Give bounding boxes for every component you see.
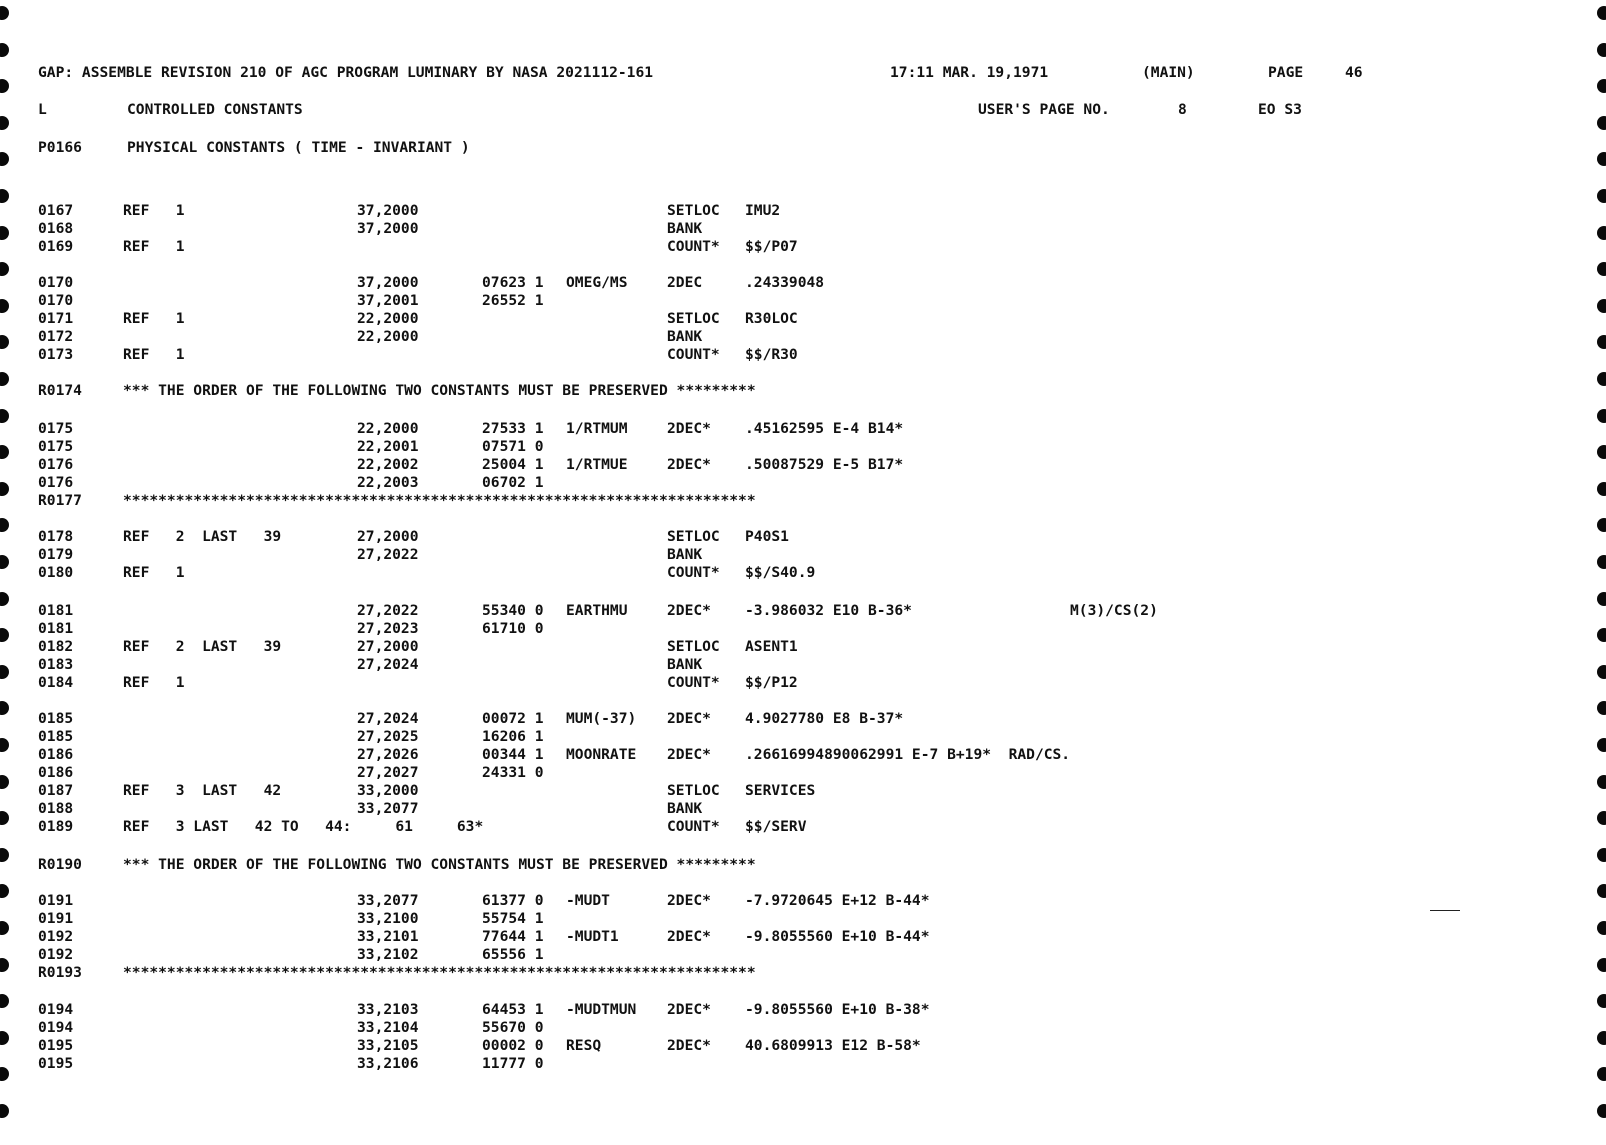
listing-seq: R0190 bbox=[38, 856, 82, 873]
feed-hole bbox=[1597, 6, 1606, 20]
feed-hole bbox=[0, 6, 9, 20]
feed-hole bbox=[1597, 811, 1606, 825]
listing-opcode: COUNT* bbox=[667, 238, 720, 255]
section-code: L bbox=[38, 101, 47, 118]
feed-hole bbox=[0, 482, 9, 496]
listing-seq: 0192 bbox=[38, 946, 74, 963]
listing-seq: 0194 bbox=[38, 1001, 74, 1018]
listing-ref: REF 1 bbox=[123, 346, 185, 363]
feed-hole bbox=[0, 445, 9, 459]
listing-opcode: SETLOC bbox=[667, 638, 720, 655]
feed-hole bbox=[1597, 958, 1606, 972]
listing-location: 27,2023 bbox=[357, 620, 419, 637]
listing-seq: 0187 bbox=[38, 782, 74, 799]
listing-operand: $$/S40.9 bbox=[745, 564, 816, 581]
listing-label: 1/RTMUM bbox=[566, 420, 628, 437]
listing-remark: *** THE ORDER OF THE FOLLOWING TWO CONSTANTS MUST BE PRESERVED ********* bbox=[123, 856, 756, 873]
listing-seq: 0189 bbox=[38, 818, 74, 835]
feed-hole bbox=[1597, 409, 1606, 423]
listing-octal: 55754 1 bbox=[482, 910, 544, 927]
listing-label: 1/RTMUE bbox=[566, 456, 628, 473]
feed-hole bbox=[1597, 1031, 1606, 1045]
listing-opcode: 2DEC* bbox=[667, 746, 711, 763]
feed-hole bbox=[1597, 299, 1606, 313]
feed-hole bbox=[1597, 701, 1606, 715]
section-title: CONTROLLED CONSTANTS bbox=[127, 101, 303, 118]
listing-octal: 16206 1 bbox=[482, 728, 544, 745]
listing-location: 27,2024 bbox=[357, 710, 419, 727]
listing-ref: REF 1 bbox=[123, 202, 185, 219]
listing-seq: 0179 bbox=[38, 546, 74, 563]
listing-seq: 0195 bbox=[38, 1037, 74, 1054]
subsection-seq: P0166 bbox=[38, 139, 82, 156]
feed-hole bbox=[1597, 152, 1606, 166]
listing-location: 22,2000 bbox=[357, 328, 419, 345]
listing-octal: 07571 0 bbox=[482, 438, 544, 455]
feed-hole bbox=[1597, 262, 1606, 276]
stray-mark bbox=[1430, 910, 1460, 911]
listing-octal: 00344 1 bbox=[482, 746, 544, 763]
listing-operand: $$/P12 bbox=[745, 674, 798, 691]
listing-operand: -9.8055560 E+10 B-38* bbox=[745, 1001, 930, 1018]
feed-hole bbox=[1597, 226, 1606, 240]
listing-octal: 26552 1 bbox=[482, 292, 544, 309]
listing-location: 37,2000 bbox=[357, 220, 419, 237]
listing-location: 33,2103 bbox=[357, 1001, 419, 1018]
listing-location: 22,2000 bbox=[357, 310, 419, 327]
feed-hole bbox=[0, 262, 9, 276]
listing-ref: REF 1 bbox=[123, 238, 185, 255]
feed-hole bbox=[0, 994, 9, 1008]
listing-opcode: 2DEC* bbox=[667, 456, 711, 473]
listing-ref: REF 1 bbox=[123, 564, 185, 581]
listing-opcode: SETLOC bbox=[667, 528, 720, 545]
feed-hole bbox=[0, 958, 9, 972]
feed-hole bbox=[1597, 445, 1606, 459]
listing-label: MUM(-37) bbox=[566, 710, 637, 727]
feed-hole bbox=[1597, 189, 1606, 203]
feed-hole bbox=[1597, 738, 1606, 752]
users-page-number: 8 bbox=[1178, 101, 1187, 118]
eo-label: EO S3 bbox=[1258, 101, 1302, 118]
users-page-label: USER'S PAGE NO. bbox=[978, 101, 1110, 118]
feed-hole bbox=[1597, 665, 1606, 679]
feed-hole bbox=[0, 665, 9, 679]
listing-seq: 0176 bbox=[38, 456, 74, 473]
listing-ref: REF 1 bbox=[123, 674, 185, 691]
listing-seq: 0170 bbox=[38, 274, 74, 291]
feed-hole bbox=[1597, 592, 1606, 606]
listing-octal: 65556 1 bbox=[482, 946, 544, 963]
listing-seq: 0176 bbox=[38, 474, 74, 491]
listing-operand: .45162595 E-4 B14* bbox=[745, 420, 904, 437]
feed-hole bbox=[0, 811, 9, 825]
listing-operand: -9.8055560 E+10 B-44* bbox=[745, 928, 930, 945]
feed-hole bbox=[1597, 372, 1606, 386]
listing-location: 33,2104 bbox=[357, 1019, 419, 1036]
listing-opcode: BANK bbox=[667, 800, 703, 817]
feed-hole bbox=[0, 409, 9, 423]
listing-operand: ASENT1 bbox=[745, 638, 798, 655]
listing-operand: 4.9027780 E8 B-37* bbox=[745, 710, 904, 727]
listing-octal: 64453 1 bbox=[482, 1001, 544, 1018]
feed-hole bbox=[1597, 116, 1606, 130]
listing-seq: R0174 bbox=[38, 382, 82, 399]
listing-opcode: COUNT* bbox=[667, 674, 720, 691]
listing-opcode: COUNT* bbox=[667, 346, 720, 363]
listing-seq: 0192 bbox=[38, 928, 74, 945]
listing-operand: R30LOC bbox=[745, 310, 798, 327]
listing-opcode: 2DEC* bbox=[667, 710, 711, 727]
listing-octal: 77644 1 bbox=[482, 928, 544, 945]
feed-hole bbox=[0, 848, 9, 862]
listing-location: 33,2105 bbox=[357, 1037, 419, 1054]
listing-operand: IMU2 bbox=[745, 202, 781, 219]
listing-seq: 0172 bbox=[38, 328, 74, 345]
listing-seq: 0181 bbox=[38, 602, 74, 619]
listing-seq: 0191 bbox=[38, 892, 74, 909]
feed-hole bbox=[0, 226, 9, 240]
listing-seq: 0191 bbox=[38, 910, 74, 927]
listing-location: 33,2100 bbox=[357, 910, 419, 927]
listing-octal: 27533 1 bbox=[482, 420, 544, 437]
listing-octal: 55670 0 bbox=[482, 1019, 544, 1036]
listing-label: EARTHMU bbox=[566, 602, 628, 619]
page-label: PAGE bbox=[1268, 64, 1304, 81]
feed-hole bbox=[1597, 884, 1606, 898]
feed-hole bbox=[0, 1104, 9, 1118]
listing-label: MOONRATE bbox=[566, 746, 637, 763]
listing-location: 22,2003 bbox=[357, 474, 419, 491]
feed-hole bbox=[1597, 482, 1606, 496]
feed-hole bbox=[1597, 43, 1606, 57]
listing-seq: 0181 bbox=[38, 620, 74, 637]
listing-location: 27,2022 bbox=[357, 602, 419, 619]
feed-hole bbox=[0, 372, 9, 386]
listing-label: -MUDT1 bbox=[566, 928, 619, 945]
feed-hole bbox=[0, 1067, 9, 1081]
assembly-timestamp: 17:11 MAR. 19,1971 bbox=[890, 64, 1049, 81]
listing-operand: $$/SERV bbox=[745, 818, 807, 835]
feed-hole bbox=[0, 628, 9, 642]
listing-remark: ************************************************************************ bbox=[123, 492, 756, 509]
feed-hole bbox=[1597, 555, 1606, 569]
listing-operand: SERVICES bbox=[745, 782, 816, 799]
feed-hole bbox=[1597, 628, 1606, 642]
listing-opcode: 2DEC* bbox=[667, 1001, 711, 1018]
listing-seq: 0168 bbox=[38, 220, 74, 237]
feed-hole bbox=[0, 43, 9, 57]
feed-hole bbox=[1597, 335, 1606, 349]
listing-operand: 40.6809913 E12 B-58* bbox=[745, 1037, 921, 1054]
listing-operand: $$/P07 bbox=[745, 238, 798, 255]
listing-seq: R0177 bbox=[38, 492, 82, 509]
listing-location: 27,2026 bbox=[357, 746, 419, 763]
feed-hole bbox=[1597, 79, 1606, 93]
listing-opcode: SETLOC bbox=[667, 202, 720, 219]
listing-opcode: 2DEC* bbox=[667, 1037, 711, 1054]
listing-octal: 55340 0 bbox=[482, 602, 544, 619]
listing-seq: 0182 bbox=[38, 638, 74, 655]
listing-location: 27,2022 bbox=[357, 546, 419, 563]
listing-label: RESQ bbox=[566, 1037, 602, 1054]
feed-hole bbox=[0, 518, 9, 532]
listing-comment: M(3)/CS(2) bbox=[1070, 602, 1158, 619]
listing-octal: 61377 0 bbox=[482, 892, 544, 909]
listing-location: 37,2000 bbox=[357, 274, 419, 291]
listing-opcode: SETLOC bbox=[667, 782, 720, 799]
feed-hole bbox=[0, 884, 9, 898]
listing-location: 22,2002 bbox=[357, 456, 419, 473]
listing-ref: REF 2 LAST 39 bbox=[123, 638, 282, 655]
listing-opcode: 2DEC bbox=[667, 274, 703, 291]
listing-location: 33,2077 bbox=[357, 800, 419, 817]
listing-location: 33,2101 bbox=[357, 928, 419, 945]
listing-location: 37,2001 bbox=[357, 292, 419, 309]
listing-seq: 0180 bbox=[38, 564, 74, 581]
listing-location: 22,2000 bbox=[357, 420, 419, 437]
listing-seq: 0178 bbox=[38, 528, 74, 545]
listing-ref: REF 3 LAST 42 TO 44: 61 63* bbox=[123, 818, 484, 835]
feed-hole bbox=[0, 1031, 9, 1045]
listing-seq: 0195 bbox=[38, 1055, 74, 1072]
listing-seq: 0170 bbox=[38, 292, 74, 309]
feed-hole bbox=[1597, 518, 1606, 532]
listing-octal: 06702 1 bbox=[482, 474, 544, 491]
listing-opcode: COUNT* bbox=[667, 818, 720, 835]
feed-hole bbox=[1597, 1067, 1606, 1081]
listing-opcode: BANK bbox=[667, 546, 703, 563]
listing-opcode: 2DEC* bbox=[667, 602, 711, 619]
listing-seq: 0194 bbox=[38, 1019, 74, 1036]
listing-operand: .24339048 bbox=[745, 274, 825, 291]
listing-operand: $$/R30 bbox=[745, 346, 798, 363]
feed-hole bbox=[0, 592, 9, 606]
listing-operand: P40S1 bbox=[745, 528, 789, 545]
feed-hole bbox=[0, 921, 9, 935]
listing-remark: ************************************************************************ bbox=[123, 964, 756, 981]
listing-seq: 0169 bbox=[38, 238, 74, 255]
listing-ref: REF 1 bbox=[123, 310, 185, 327]
listing-octal: 00072 1 bbox=[482, 710, 544, 727]
listing-seq: 0175 bbox=[38, 420, 74, 437]
subsection-title: PHYSICAL CONSTANTS ( TIME - INVARIANT ) bbox=[127, 139, 470, 156]
listing-seq: 0186 bbox=[38, 746, 74, 763]
listing-seq: R0193 bbox=[38, 964, 82, 981]
listing-location: 22,2001 bbox=[357, 438, 419, 455]
listing-seq: 0185 bbox=[38, 728, 74, 745]
listing-operand: -7.9720645 E+12 B-44* bbox=[745, 892, 930, 909]
feed-hole bbox=[0, 738, 9, 752]
listing-seq: 0173 bbox=[38, 346, 74, 363]
feed-hole bbox=[1597, 921, 1606, 935]
listing-opcode: SETLOC bbox=[667, 310, 720, 327]
listing-label: OMEG/MS bbox=[566, 274, 628, 291]
listing-seq: 0184 bbox=[38, 674, 74, 691]
header-line-3 bbox=[0, 139, 470, 193]
listing-location: 27,2000 bbox=[357, 638, 419, 655]
listing-seq: 0185 bbox=[38, 710, 74, 727]
listing-operand: -3.986032 E10 B-36* bbox=[745, 602, 912, 619]
listing-octal: 25004 1 bbox=[482, 456, 544, 473]
listing-opcode: 2DEC* bbox=[667, 928, 711, 945]
listing-location: 27,2027 bbox=[357, 764, 419, 781]
listing-seq: 0186 bbox=[38, 764, 74, 781]
assembly-title: GAP: ASSEMBLE REVISION 210 OF AGC PROGRAM LUMINARY BY NASA 2021112-161 bbox=[38, 64, 654, 81]
listing-octal: 00002 0 bbox=[482, 1037, 544, 1054]
listing-seq: 0183 bbox=[38, 656, 74, 673]
listing-opcode: 2DEC* bbox=[667, 892, 711, 909]
listing-label: -MUDT bbox=[566, 892, 610, 909]
listing-seq: 0188 bbox=[38, 800, 74, 817]
listing-location: 27,2025 bbox=[357, 728, 419, 745]
listing-octal: 11777 0 bbox=[482, 1055, 544, 1072]
listing-location: 33,2077 bbox=[357, 892, 419, 909]
listing-label: -MUDTMUN bbox=[566, 1001, 637, 1018]
listing-opcode: BANK bbox=[667, 220, 703, 237]
listing-ref: REF 3 LAST 42 bbox=[123, 782, 282, 799]
listing-location: 27,2000 bbox=[357, 528, 419, 545]
listing-location: 27,2024 bbox=[357, 656, 419, 673]
listing-seq: 0167 bbox=[38, 202, 74, 219]
listing-octal: 07623 1 bbox=[482, 274, 544, 291]
feed-hole bbox=[0, 701, 9, 715]
listing-operand: .50087529 E-5 B17* bbox=[745, 456, 904, 473]
listing-opcode: 2DEC* bbox=[667, 420, 711, 437]
listing-seq: 0171 bbox=[38, 310, 74, 327]
listing-octal: 24331 0 bbox=[482, 764, 544, 781]
listing-opcode: BANK bbox=[667, 656, 703, 673]
feed-hole bbox=[0, 775, 9, 789]
feed-hole bbox=[0, 335, 9, 349]
listing-octal: 61710 0 bbox=[482, 620, 544, 637]
feed-hole bbox=[1597, 1104, 1606, 1118]
listing-location: 37,2000 bbox=[357, 202, 419, 219]
page-number: 46 bbox=[1345, 64, 1363, 81]
feed-hole bbox=[0, 555, 9, 569]
segment-label: (MAIN) bbox=[1142, 64, 1195, 81]
listing-operand: .26616994890062991 E-7 B+19* RAD/CS. bbox=[745, 746, 1071, 763]
listing-location: 33,2106 bbox=[357, 1055, 419, 1072]
listing-location: 33,2000 bbox=[357, 782, 419, 799]
feed-hole bbox=[1597, 775, 1606, 789]
listing-opcode: COUNT* bbox=[667, 564, 720, 581]
listing-opcode: BANK bbox=[667, 328, 703, 345]
listing-location: 33,2102 bbox=[357, 946, 419, 963]
listing-ref: REF 2 LAST 39 bbox=[123, 528, 282, 545]
feed-hole bbox=[1597, 848, 1606, 862]
listing-remark: *** THE ORDER OF THE FOLLOWING TWO CONSTANTS MUST BE PRESERVED ********* bbox=[123, 382, 756, 399]
listing-seq: 0175 bbox=[38, 438, 74, 455]
feed-hole bbox=[1597, 994, 1606, 1008]
feed-hole bbox=[0, 299, 9, 313]
